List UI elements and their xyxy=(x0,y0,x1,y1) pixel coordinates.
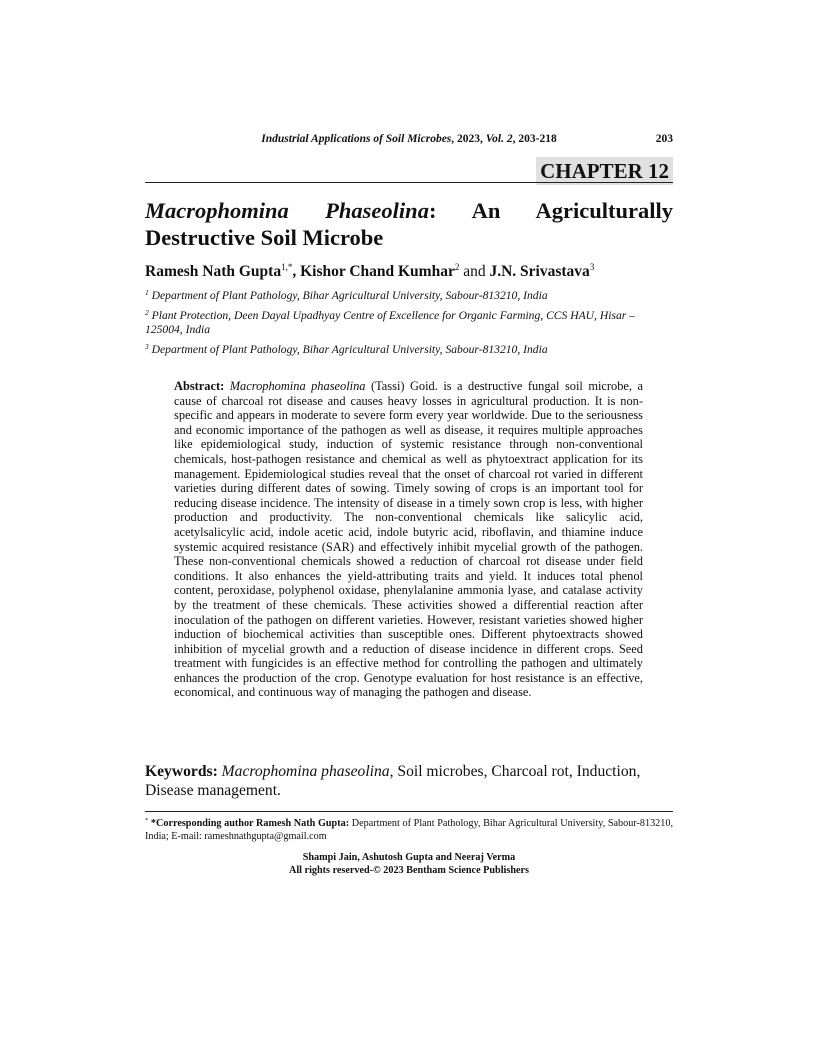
publisher-info xyxy=(145,851,673,877)
footnote-rule xyxy=(145,811,673,812)
footnote xyxy=(145,815,673,843)
author-sup: 3 xyxy=(589,262,595,272)
affiliation xyxy=(145,286,673,303)
title-line-1 xyxy=(145,197,673,224)
abstract-body: (Tassi) Goid. is a destructive fungal soil microbe, a cause of charcoal rot disease and causes heavy losses in agricultural production. It is non-specific and appears in moderate to severe form every year worldwide. Due to the seriousness and economic importance of the pathogen as well as disease, it requires multiple approaches like epidemiological study, induction of systemic resistance through non-conventional chemicals, host-pathogen resistance and chemical as well as phytoextract application for its management. Epidemiological studies reveal that the onset of charcoal rot varied in different varieties during different dates of sowing. Timely sowing of crops is an important tool for reducing disease incidence. The intensity of disease in a timely sown crop is less, with higher production and productivity. The non-conventional chemicals like salicylic acid, acetylsalicylic acid, indole acetic acid, indole butyric acid, riboflavin, and thiamine induce systemic acquired resistance (SAR) and effectively inhibit mycelial growth of the pathogen. These non-conventional chemicals showed a reduction of charcoal rot disease under field conditions. It also enhances the yield-attributing traits and yield. It induces total phenol content, peroxidase, polyphenol oxidase, phenylalanine ammonia lyase, and catalase activity by the treatment of these chemicals. These activities showed a differential reaction after inoculation of the pathogen on different varieties. However, resistant varieties showed higher induction of biochemical activities than susceptible ones. Different phytoextracts showed inhibition of mycelial growth and a reduction of disease incidence in different crops. Seed treatment with fungicides is an effective method for controlling the pathogen and ultimately enhances the production of the crop. Genotype evaluation for host resistance is an effective, economical, and continuous way of managing the pathogen and disease. xyxy=(174,379,643,700)
author-name: J.N. Srivastava xyxy=(489,263,590,280)
rights-line: All rights reserved-© 2023 Bentham Science Publishers xyxy=(288,865,530,876)
keywords-rest: , Soil microbes, Charcoal rot, Induction, Disease management. xyxy=(145,763,641,799)
title-species: Macrophomina Phaseolina xyxy=(145,198,429,223)
abstract xyxy=(174,379,643,700)
keywords-species: Macrophomina phaseolina xyxy=(221,763,390,780)
affiliation-text: Department of Plant Pathology, Bihar Agricultural University, Sabour-813210, India xyxy=(151,343,548,356)
journal-volume: Vol. 2 xyxy=(485,133,513,145)
abstract-species: Macrophomina phaseolina xyxy=(229,379,366,393)
title-line-2: Destructive Soil Microbe xyxy=(145,225,384,250)
affiliation-marker: 1 xyxy=(145,288,149,297)
affiliation-marker: 2 xyxy=(145,308,149,317)
author-sup: 2 xyxy=(454,262,460,272)
chapter-title xyxy=(145,197,673,251)
page-number: 203 xyxy=(655,133,673,145)
affiliation-text: Plant Protection, Deen Dayal Upadhyay Centre of Excellence for Organic Farming, CCS HAU, Hisar – 125004, India xyxy=(145,309,635,336)
chapter-label: CHAPTER 12 xyxy=(536,157,673,185)
author-sep: , xyxy=(292,263,301,280)
affiliation xyxy=(145,340,673,357)
footnote-marker: * xyxy=(145,817,149,824)
affiliation xyxy=(145,306,673,337)
author-list xyxy=(145,262,705,281)
keywords xyxy=(145,762,673,800)
footnote-label: *Corresponding author Ramesh Nath Gupta: xyxy=(150,818,350,829)
author-name: Kishor Chand Kumhar xyxy=(300,263,455,280)
chapter-rule xyxy=(145,182,673,183)
abstract-label: Abstract: xyxy=(174,379,225,393)
journal-year: , 2023, xyxy=(451,133,486,145)
author-name: Ramesh Nath Gupta xyxy=(145,263,282,280)
journal-title: Industrial Applications of Soil Microbes xyxy=(261,133,452,145)
editors-line: Shampi Jain, Ashutosh Gupta and Neeraj Verma xyxy=(302,852,516,863)
journal-pages: , 203-218 xyxy=(512,133,557,145)
title-rest: : An Agriculturally xyxy=(428,198,673,223)
author-sup: 1,* xyxy=(281,262,293,272)
keywords-label: Keywords: xyxy=(145,763,218,780)
affiliation-marker: 3 xyxy=(145,342,149,351)
affiliation-text: Department of Plant Pathology, Bihar Agricultural University, Sabour-813210, India xyxy=(151,289,548,302)
author-sep: and xyxy=(459,263,490,280)
running-head xyxy=(145,133,673,145)
footnote-text: Department of Plant Pathology, Bihar Agricultural University, Sabour-813210, India; E-mail: rameshnathgupta@gmail.com xyxy=(145,818,673,842)
